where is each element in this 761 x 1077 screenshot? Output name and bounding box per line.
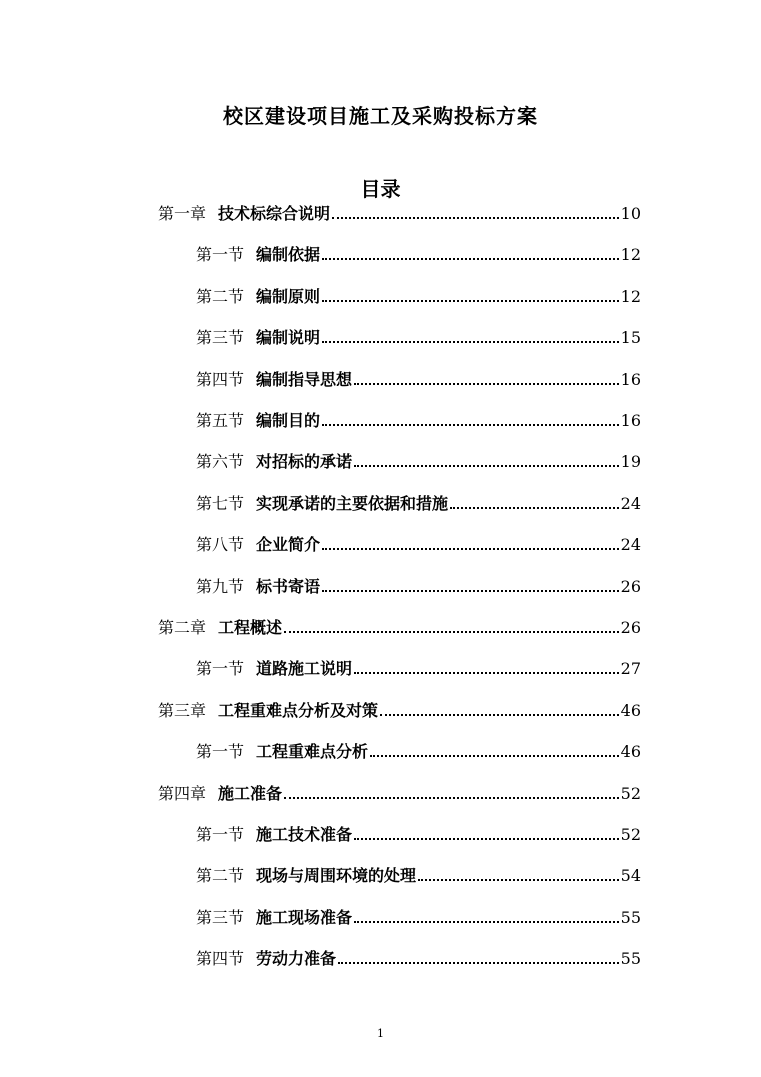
toc-entry-page: 12 [620,287,641,306]
toc-entry-text: 编制指导思想 [256,370,353,389]
toc-entry-label: 第七节 [196,494,245,513]
toc-entry-text: 现场与周围环境的处理 [256,866,417,885]
toc-entry-page: 52 [620,784,641,803]
toc-entry-page: 55 [620,908,641,927]
toc-entry-text: 对招标的承诺 [256,452,353,471]
toc-entry[interactable] [196,945,641,969]
toc-dot-leader [370,755,619,757]
toc-entry-label: 第六节 [196,452,245,471]
toc-entry-text: 施工准备 [218,784,283,803]
toc-dot-leader [380,714,619,716]
document-title: 校区建设项目施工及采购投标方案 [223,104,538,128]
toc-entry-label: 第九节 [196,577,245,596]
toc-entry-page: 10 [620,204,641,223]
toc-entry-page: 52 [620,825,641,844]
page-number: 1 [377,1027,384,1040]
toc-entry[interactable] [158,780,641,804]
toc-dot-leader [354,672,619,674]
toc-entry-text: 施工技术准备 [256,825,353,844]
toc-entry[interactable] [196,324,641,348]
toc-dot-leader [322,258,619,260]
toc-dot-leader [322,341,619,343]
toc-entry-page: 54 [620,866,641,885]
toc-entry-text: 工程重难点分析及对策 [218,701,379,720]
toc-entry[interactable] [196,283,641,307]
toc-dot-leader [354,921,619,923]
toc-dot-leader [450,507,619,509]
toc-entry-text: 编制目的 [256,411,321,430]
toc-dot-leader [322,590,619,592]
toc-entry[interactable] [196,904,641,928]
toc-entry-label: 第三节 [196,328,245,347]
toc-entry-page: 19 [620,452,641,471]
toc-dot-leader [354,838,619,840]
toc-entry-text: 工程重难点分析 [256,742,369,761]
toc-entry-page: 27 [620,659,641,678]
toc-entry[interactable] [196,366,641,390]
toc-entry-label: 第二章 [158,618,207,637]
toc-entry-label: 第一节 [196,245,245,264]
toc-entry[interactable] [196,490,641,514]
toc-entry-label: 第一节 [196,825,245,844]
toc-entry[interactable] [196,821,641,845]
toc-heading: 目录 [360,177,401,201]
toc-dot-leader [322,300,619,302]
toc-entry-label: 第三章 [158,701,207,720]
toc-entry-page: 24 [620,494,641,513]
toc-entry-page: 26 [620,577,641,596]
toc-entry-text: 劳动力准备 [256,949,337,968]
toc-entry-label: 第一节 [196,742,245,761]
toc-entry[interactable] [196,655,641,679]
toc-entry[interactable] [196,531,641,555]
toc-dot-leader [354,383,619,385]
toc-dot-leader [322,424,619,426]
toc-entry-label: 第四节 [196,370,245,389]
toc-dot-leader [284,797,619,799]
toc-entry[interactable] [158,200,641,224]
toc-entry[interactable] [196,407,641,431]
toc-entry-text: 标书寄语 [256,577,321,596]
toc-entry-page: 24 [620,535,641,554]
toc-entry-page: 16 [620,411,641,430]
toc-entry[interactable] [196,448,641,472]
toc-entry-label: 第一节 [196,659,245,678]
toc-dot-leader [284,631,619,633]
toc-entry[interactable] [196,241,641,265]
toc-entry[interactable] [158,614,641,638]
toc-entry-text: 编制说明 [256,328,321,347]
toc-entry-label: 第八节 [196,535,245,554]
toc-entry-label: 第三节 [196,908,245,927]
toc-entry[interactable] [158,697,641,721]
toc-entry[interactable] [196,862,641,886]
toc-entry-label: 第四章 [158,784,207,803]
toc-entry-text: 技术标综合说明 [218,204,331,223]
toc-entry-page: 26 [620,618,641,637]
toc-entry-label: 第二节 [196,287,245,306]
toc-entry-page: 46 [620,701,641,720]
toc-entry-label: 第五节 [196,411,245,430]
toc-entry-label: 第二节 [196,866,245,885]
toc-dot-leader [322,548,619,550]
toc-entry-text: 实现承诺的主要依据和措施 [256,494,449,513]
toc-entry-label: 第一章 [158,204,207,223]
toc-entry-page: 16 [620,370,641,389]
toc-entry-text: 施工现场准备 [256,908,353,927]
toc-entry-page: 15 [620,328,641,347]
toc-entry-text: 编制依据 [256,245,321,264]
toc-dot-leader [354,465,619,467]
toc-entry[interactable] [196,738,641,762]
toc-entry-text: 企业简介 [256,535,321,554]
toc-dot-leader [332,217,619,219]
toc-dot-leader [338,962,619,964]
toc-entry-text: 道路施工说明 [256,659,353,678]
toc-entry-label: 第四节 [196,949,245,968]
toc-entry-text: 编制原则 [256,287,321,306]
toc-entry-page: 46 [620,742,641,761]
toc-dot-leader [418,879,619,881]
toc-entry-page: 55 [620,949,641,968]
toc-entry-page: 12 [620,245,641,264]
toc-entry-text: 工程概述 [218,618,283,637]
toc-entry[interactable] [196,573,641,597]
